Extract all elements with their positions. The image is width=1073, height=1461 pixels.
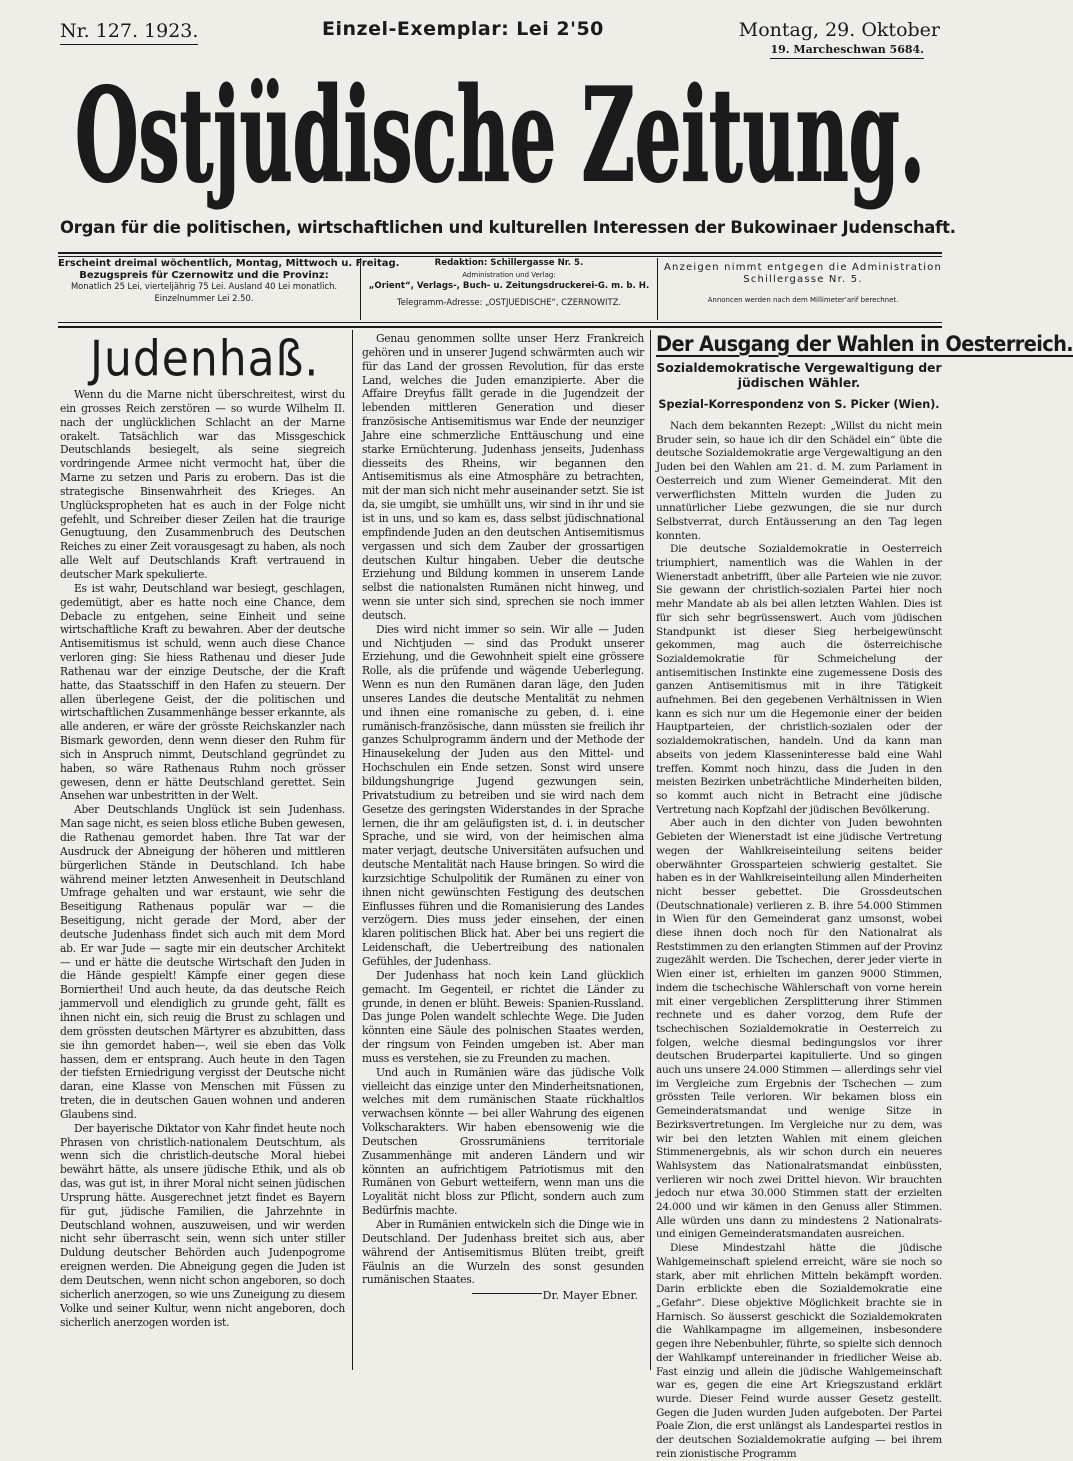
column-rule — [650, 330, 651, 1370]
rule-bottom — [58, 326, 942, 328]
subscription-info — [58, 258, 400, 320]
article-headline-judenhass: Judenhaß. — [90, 330, 320, 388]
issue-number: Nr. 127. 1923. — [60, 20, 199, 42]
paragraph: Und auch in Rumänien wäre das jüdische Volk vielleicht das einzige unter den Minderheitsnationen, welches mit dem rumänischen Staate rückhaltlos verwachsen könnte — bei aller Wahrung des eigenen Volkscharakters. Wir haben ebensowenig wie die Deutschen Grossrumäniens territoriale Zusammenhänge mit anderen Ländern und wir könnten an aufrichtigem Patriotismus mit den Rumänen von Geburt wetteifern, wenn man uns die Loyalität nicht bloss zur Pflicht, sondern auch zum Bedürfnis machte. — [362, 1065, 644, 1218]
article-headline-wahlen: Der Ausgang der Wahlen in Oesterreich. — [656, 332, 1073, 357]
ads-info — [664, 258, 942, 320]
editorial-info — [360, 258, 658, 320]
info-bar — [58, 258, 942, 320]
masthead-title — [62, 61, 938, 211]
info-line: Annoncen werden nach dem Millimeter'arif berechnet. — [707, 296, 899, 304]
paragraph: Es ist wahr, Deutschland war besiegt, geschlagen, gedemütigt, aber es hatte noch eine Chance, dem Debacle zu entgehen, seine Einheit und seine wirtschaftliche Kraft zu bewahren. Aber der deutsche Antisemitismus ist schuld, wenn auch diese Chance verloren ging: Sie hiess Rathenau und dieser Jude Rathenau war der einzige Deutsche, der die Kraft hatte, das Staatsschiff in den Hafen zu steuern. Der allen überlegene Geist, der die politischen und wirtschaftlichen Zusammenhänge besser erkannte, als alle anderen, er wäre der grösste Reichskanzler nach Bismark geworden, denn wenn dieser den Ruhm für sich in Anspruch nimmt, Deutschland gegründet zu haben, so wäre Rathenaus Ruhm noch grösser gewesen, denn er hätte Deutschland gerettet. Sein Ansehen war unbestritten in der Welt. — [60, 581, 345, 803]
article-body-continued — [362, 332, 644, 1287]
paragraph: Aber in Rumänien entwickeln sich die Dinge wie in Deutschland. Der Judenhass breitet sich aus, aber während der Antisemitismus Blüten treibt, greift Fäulnis an die Wurzeln des sonst gesunden rumänischen Staates. — [362, 1218, 644, 1287]
info-line: Monatlich 25 Lei, vierteljährig 75 Lei. Ausland 40 Lei monatlich. — [70, 281, 338, 291]
article-body — [60, 388, 345, 1329]
article-author: Dr. Mayer Ebner. — [542, 1289, 638, 1303]
paragraph: Der Judenhass hat noch kein Land glücklich gemacht. Im Gegenteil, er richtet die Länder zu grunde, in denen er blüht. Beweis: Spanien-Russland. Das junge Polen wandelt schlechte Wege. Die Juden könnten eine Säule des polnischen Staates werden, der ringsum von Feinden umgeben ist. Aber man muss es verstehen, sie zu Freunden zu machen. — [362, 968, 644, 1065]
rule-top-thin — [58, 256, 942, 257]
info-line: Telegramm-Adresse: „OSTJUEDISCHE“, CZERNOWITZ. — [397, 296, 621, 307]
column-3 — [656, 332, 1073, 1460]
paragraph: Die deutsche Sozialdemokratie in Oesterreich triumphiert, namentlich was die Wahlen in der Wienerstadt anbetrifft, über alle Parteien wie nie zuvor. Sie gewann der christlich-sozialen Partei hier noch mehr Mandate ab als bei allen letzten Wahlen. Dies ist für sich sehr begrüssenswert. Auch vom jüdischen Standpunkt ist dieser Sieg herbeigewünscht gekommen, mag auch die österreichische Sozialdemokratie für Schmeichelung der antisemitischen Instinkte eine zugemessene Dosis des ganzen Antisemitismus mit in ihre Tätigkeit aufnehmen. Bei den gegebenen Verhältnissen in Wien kann es sich nur um die Hegemonie einer der beiden Hauptparteien, der christlich-sozialen oder der sozialdemokratischen, handeln. Und da kann man abseits von jedem Klasseninteresse bald eine Wahl treffen. Kommt noch hinzu, dass die Juden in den meisten Bezirken unbeträchtliche Minderheiten bilden, so kommt auch nicht in Betracht eine jüdische Vertretung nach Kopfzahl der jüdischen Bevölkerung. — [656, 543, 942, 816]
article-body — [656, 420, 942, 1461]
info-line: „Orient“, Verlags-, Buch- u. Zeitungsdruckerei-G. m. b. H. — [368, 281, 650, 291]
paragraph: Aber auch in den dichter von Juden bewohnten Gebieten der Wienerstadt ist eine jüdische Vertretung wegen der Wahlkreiseinteilung seitens beider oberwähnter Grossparteien schwierig gestaltet. Sie haben es in der Wahlkreiseinteilung allen Minderheiten nicht besser gebettet. Die Grossdeutschen (Deutschnationale) verlieren z. B. ihre 54.000 Stimmen in Wien für den Gemeinderat ganz umsonst, wobei diese ihnen doch noch für den Nationalrat als Reststimmen zu den erlangten Stimmen auf der Provinz zugezählt werden. Die Tschechen, derer jeder vierte in Wien einer ist, erhielten im ganzen 9000 Stimmen, indem die tschechische Wählerschaft von vorne herein mit einer vergeblichen Zersplitterung ihrer Stimmen rechnete und es daher vorzog, dem Rufe der tschechischen Sozialdemokratie in Oesterreich zu folgen, welche diesmal bedingungslos vor ihrer deutschen Bruderpartei kapitulierte. Und so gingen auch uns unsere 24.000 Stimmen — allerdings sehr viel im Vergleiche zum Ergebnis der Tschechen — zum grössten Teile verloren. Wir bekamen bloss ein Gemeinderatsmandat und wenige Sitze in Bezirksvertretungen. Im Vergleiche nur zu dem, was wir bei den letzten Wahlen mit einem gleichen Stimmenergebnis, als wir schon durch ein neueres Wahlsystem das Nationalratsmandat einbüssten, verlieren wir noch zwei Drittel hievon. Wir brauchten jedoch nur etwa 30.000 Stimmen statt der erzielten 24.000 und wir kämen in den Genuss aller Stimmen. Alle würden uns dann zu mindestens 2 Nationalrats- und einigen Gemeinderatsmandaten ausreichen. — [656, 817, 942, 1241]
info-line: Schillergasse Nr. 5. — [743, 273, 863, 285]
rule-bottom-thin — [58, 322, 942, 323]
info-line: Erscheint dreimal wöchentlich, Montag, Mittwoch u. Freitag. — [58, 258, 400, 269]
info-line: Einzelnummer Lei 2.50. — [154, 292, 254, 303]
paragraph: Nach dem bekannten Rezept: „Willst du nicht mein Bruder sein, so haue ich dir den Schädel ein“ übte die deutsche Sozialdemokratie arge Vergewaltigung an den Juden bei den Wahlen am 21. d. M. zum Parlament in Oesterreich und zum Wiener Gemeinderat. Mit den verwerflichsten Mitteln wurden die Juden zu unnatürlicher Liebe gezwungen, die sie nur durch Selbstverrat, durch Entäusserung an den Tag legen konnten. — [656, 420, 942, 542]
paragraph: Wenn du die Marne nicht überschreitest, wirst du ein grosses Reich zerstören — so wurde Wilhelm II. nach der unglücklichen Schlacht an der Marne orakelt. Tatsächlich war das Missgeschick Deutschlands besiegelt, als seine siegreich vordringende Armee nicht vermocht hat, über die Marne zu setzen und Paris zu erobern. Das ist die strategische Binsenwahrheit des Krieges. An Unglückspropheten hat es auch in der Folge nicht gefehlt, und Schreiber dieser Zeilen hat die traurige Genugtuung, den Zusammenbruch des Deutschen Reiches zu einer Zeit vorausgesagt zu haben, als noch alle Welt auf Deutschlands Kraft vertrauend in deutscher Mark spekulierte. — [60, 388, 345, 581]
separator — [472, 1293, 542, 1294]
info-line: Administration und Verlag: — [462, 270, 556, 279]
paragraph: Dies wird nicht immer so sein. Wir alle — Juden und Nichtjuden — sind das Produkt unserer Erziehung, und die Gewohnheit spielt eine grössere Rolle, als die prüfende und wägende Ueberlegung. Wenn es nun den Rumänen daran läge, den Juden unseres Landes die deutsche Mentalität zu nehmen und ihnen eine romanische zu geben, d. i. eine rumänisch-französische, dann müssten sie freilich ihr ganzes Schulprogramm ändern und der Methode der Hinausekelung der Juden aus den Mittel- und Hochschulen ein Ende setzen. Sonst wird unsere bildungshungrige Jugend gezwungen sein, Privatstudium zu betreiben und sie wird nach dem Gesetze des geringsten Widerstandes in der Sprache lernen, die ihr am geläufigsten ist, d. i. in deutscher Sprache, und sie wird, von der heimischen alma mater verjagt, deutsche Universitäten aufsuchen und deutsche Mentalität nach Hause bringen. So wird die kurzsichtige Schulpolitik der Rumänen zu einer von ihnen nicht gewünschten Festigung des deutschen Einflusses führen und die Romanisierung des Landes verzögern. Dies muss jeder einsehen, der einen klaren politischen Blick hat. Aber bei uns regiert die Leidenschaft, die Uebertreibung des nationalen Gefühles, der Judenhass. — [362, 622, 644, 968]
issue-date: Montag, 29. Oktober — [738, 19, 940, 41]
column-2 — [362, 332, 644, 1362]
hebrew-date: 19. Marcheschwan 5684. — [770, 43, 924, 56]
article-byline: Spezial-Korrespondenz von S. Picker (Wien). — [658, 398, 940, 411]
column-rule — [352, 330, 353, 1370]
author-row — [362, 1287, 644, 1305]
column-1 — [60, 332, 345, 1362]
paragraph: Der bayerische Diktator von Kahr findet heute noch Phrasen von christlich-nationalem Deutschtum, als wenn sich die christlich-deutsche Moral hiebei bewährt hätte, als unsere jüdische Ethik, und als ob das, was gut ist, in ihrer Moral nicht seinen jüdischen Ursprung hätte. Ausgerechnet jetzt findet es Bayern für gut, jüdische Familien, die Jahrzehnte in Deutschland wohnen, auszuweisen, und wir werden nicht sehr überrascht sein, wenn sich unter stiller Duldung deutscher Behörden auch Judenpogrome ereignen werden. Die Abneigung gegen die Juden ist dem Deutschen, wenn nicht schon angeboren, so doch sicherlich anerzogen, so wie uns Zuneigung zu diesem Volke und seiner Kultur, wenn nicht angeboren, doch sicherlich anerzogen worden ist. — [60, 1121, 345, 1329]
rule-top — [58, 252, 942, 254]
masthead-title-text: Ostjüdische Zeitung. — [75, 61, 925, 211]
info-line: Redaktion: Schillergasse Nr. 5. — [434, 258, 584, 268]
article-subheadline: Sozialdemokratische Vergewaltigung der jüdischen Wähler. — [656, 361, 942, 390]
tagline: Organ für die politischen, wirtschaftlichen und kulturellen Interessen der Bukowinaer Judenschaft. — [60, 218, 956, 237]
info-line: Anzeigen nimmt entgegen die Administration — [664, 262, 943, 273]
single-copy-price: Einzel-Exemplar: Lei 2'50 — [322, 18, 604, 40]
paragraph: Genau genommen sollte unser Herz Frankreich gehören und in unserer Jugend schwärmten auch wir für das Land der grossen Revolution, für das erste Land, welches die Juden emanzipierte. Aber die Affaire Dreyfus fällt gerade in die Jugendzeit der lebenden mittleren Generation und dieser französische Antisemitismus war Ende der neunziger Jahre eine schmerzliche Enttäuschung und eine starke Ernüchterung. Judenhass jenseits, Judenhass diesseits des Rheins, wir begannen den Antisemitismus als eine Atmosphäre zu betrachten, mit der man sich nicht mehr auseinander setzt. Sie ist da, sie umgibt, sie umhüllt uns, wir sind in ihr und sie ist in uns, und so kam es, dass selbst jüdischnational empfindende Juden an den deutschen Antisemitismus vergassen und sich dem Zauber der grossartigen deutschen Kultur hingaben. Ueber die deutsche Erziehung und Bildung kommen in unserem Lande selbst die nationalsten Rumänen nicht hinweg, und wenn sie unter sich sind, sprechen sie noch immer deutsch. — [362, 332, 644, 622]
paragraph: Aber Deutschlands Unglück ist sein Judenhass. Man sage nicht, es seien bloss etliche Buben gewesen, die Rathenau gemordet haben. Ihre Tat war der Ausdruck der Abneigung der höheren und mittleren bürgerlichen Stände in Deutschland. Ich habe während meiner letzten Anwesenheit in Deutschland Umfrage gehalten und war erstaunt, wie sehr die Beseitigung Rathenaus populär war — die Beseitigung, nicht gerade der Mord, aber der deutsche Judenhass findet sich auch mit dem Mord ab. Er war Jude — sagte mir ein deutscher Architekt — und er hätte die deutsche Wirtschaft den Juden in die Hände gespielt! Kämpfe einer gegen diese Bornierthei! Und auch heute, da das deutsche Reich jammervoll und elendiglich zu grunde geht, fällt es ihnen nicht ein, sich reuig die Brust zu schlagen und dem grössten deutschen Märtyrer es abzubitten, dass sie ihn gemordet haben—, weil sie eben das Volk hassen, dem er entsprang. Auch heute in den Tagen der tiefsten Erniedrigung vergisst der Deutsche nicht daran, eine Klasse von Menschen mit Füssen zu treten, die in deutschen Gauen wohnen und anderen Glaubens sind. — [60, 803, 345, 1121]
info-line: Bezugspreis für Czernowitz und die Provinz: — [79, 269, 329, 281]
paragraph: Diese Mindestzahl hätte die jüdische Wahlgemeinschaft spielend erreicht, wäre sie noch so stark, aber mit ehrlichen Mitteln bekämpft worden. Darin erblickte eben die Sozialdemokratie eine „Gefahr“. Diese objektive Möglichkeit brachte sie in Harnisch. So äusserst geschickt die Sozialdemokraten die Wahlkampagne im allgemeinen, insbesondere gegen ihre Nebenbuhler, führte, so spielte sich dennoch der Wahlkampf untereinander in friedlicher Weise ab. Fast einzig und allein die jüdische Wahlgemeinschaft war es, gegen die eine Art Kriegszustand erklärt wurde. Dieser Feind wurde ausser Gesetz gestellt. Gegen die Juden wurden Juden aufgeboten. Der Partei Poale Zion, die erst unlängst als Landespartei restlos in der deutschen Sozialdemokratie aufging — bei ihrem rein zionistische Programm — [656, 1242, 942, 1460]
